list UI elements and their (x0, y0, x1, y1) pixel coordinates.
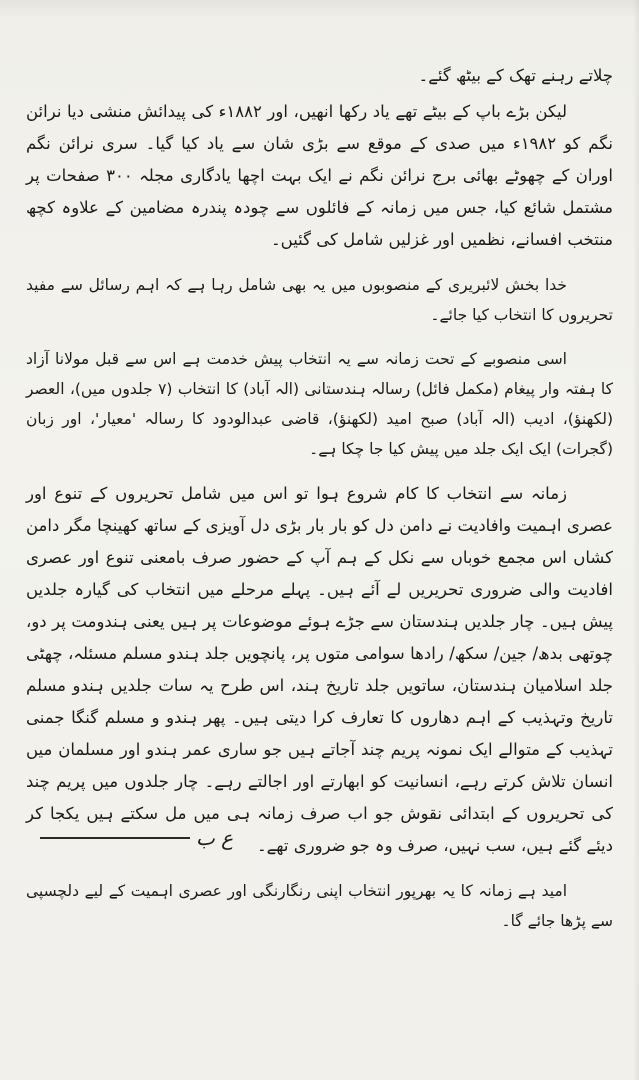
paragraph-project: اسی منصوبے کے تحت زمانہ سے یہ انتخاب پیش خدمت ہے اس سے قبل مولانا آزاد کا ہفتہ وار پیغام (مکمل فائل) رسالہ ہندستانی (الہ آباد) کا انتخاب (۷ جلدوں میں)، العصر (لکھنؤ)، ادیب (الہ آباد) صبح امید (لکھنؤ)، قاضی عبدالودود کا رسالہ 'معیار'، اور زبان (گجرات) ایک ایک جلد میں پیش کیا جا چکا ہے۔ (26, 350, 614, 458)
paragraph-hope: امید ہے زمانہ کا یہ بھرپور انتخاب اپنی رنگارنگی اور عصری اہمیت کے لیے دلچسپی سے پڑھا جائے گا۔ (26, 882, 613, 930)
scan-edge-shadow (633, 0, 639, 1080)
paragraph-nigam: لیکن بڑے باپ کے بیٹے تھے یاد رکھا انھیں، اور ۱۸۸۲ء کی پیدائش منشی دیا نرائن نگم کو ۱۹۸۲ء میں صدی کے موقع سے بڑی شان سے یاد کیا گیا۔ سری نرائن نگم اوران کے چھوٹے بھائی برج نرائن نگم نے ایک بہت اچھا یادگاری مجلہ ۳۰۰ صفحات پر مشتمل شائع کیا، جس میں زمانہ کے فائلوں سے چودہ پندرہ مضامین کے علاوہ کچھ منتخب افسانے، نظمیں اور غزلیں شامل کی گئیں۔ (26, 102, 613, 249)
paragraph-library: خدا بخش لائبریری کے منصوبوں میں یہ بھی شامل رہا ہے کہ اہم رسائل سے مفید تحریروں کا انتخاب کیا جائے۔ (26, 276, 613, 324)
signature-line (40, 837, 190, 839)
signature (40, 826, 233, 850)
paragraph-selection: زمانہ سے انتخاب کا کام شروع ہوا تو اس میں شامل تحریروں کے تنوع اور عصری اہمیت وافادیت نے دامن دل کو بار بار بڑی دل آویزی کے ساتھ کھینچا مگر دامن کشاں اس مجمع خوباں سے نکل کے ہم آپ کے حضور صرف بامعنی تنوع اور عصری افادیت والی ضروری تحریریں لے آئے ہیں۔ پہلے مرحلے میں انتخاب کی گیارہ جلدیں پیش ہیں۔ چار جلدیں ہندستان سے جڑے ہوئے موضوعات پر ہیں یعنی ہندومت پر دو، چوتھی بدھ/ جین/ سکھ/ رادھا سوامی متوں پر، پانچویں جلد ہندو مسلم مسئلہ، چھٹی جلد اسلامیان ہندستان، ساتویں جلد تاریخ ہند، اس طرح یہ سات جلدیں ہندو مسلم تاریخ وتہذیب کے اہم دھاروں کا تعارف کرا دیتی ہیں۔ پھر ہندو و مسلم گنگا جمنی تہذیب کے متوالے ایک نمونہ پریم چند آجاتے ہیں جو ساری عمر ہندو اور مسلمان میں انسان تلاش کرتے رہے، انسانیت کو ابھارتے اور اجالتے رہے۔ چار جلدوں میں پریم چند کی تحریروں کے ابتدائی نقوش جو اب صرف زمانہ ہی میں مل سکتے ہیں یکجا کر دیئے گئے ہیں، سب نہیں، صرف وہ جو ضروری تھے۔ (26, 484, 613, 855)
paragraph-intro: چلاتے رہنے تھک کے بیٹھ گئے۔ (418, 66, 613, 85)
signature-initials: ع ب (196, 826, 234, 850)
